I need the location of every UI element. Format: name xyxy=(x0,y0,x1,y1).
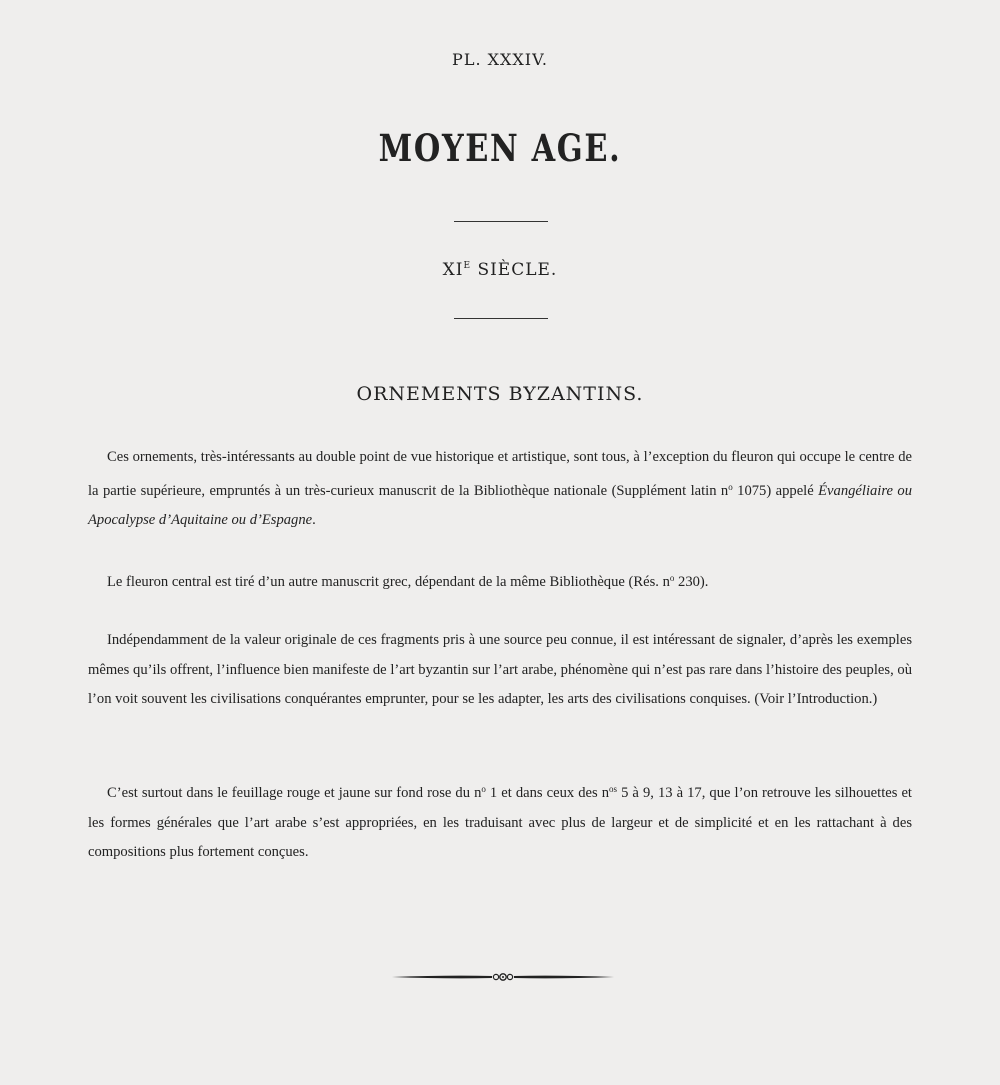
paragraph-2-text-a: Le fleuron central est tiré d’un autre manuscrit grec, dépendant de la même Bibliothèque (Rés. n xyxy=(107,574,670,590)
paragraph-4-text-a: C’est surtout dans le feuillage rouge et jaune sur fond rose du n xyxy=(107,785,482,801)
paragraph-2-sup: o xyxy=(669,573,675,583)
century-label: SIÈCLE. xyxy=(471,260,558,280)
divider-top xyxy=(454,221,548,222)
paragraph-1-text-a: Ces ornements, très-intéressants au double point de vue historique et artistique, sont tous, à l’exception du fleuron qui occupe le centre de la partie supérieure, empruntés à un très-curieux manuscrit de la Bibliothèque nationale (Supplément latin n xyxy=(88,449,912,499)
paragraph-4-text-b: 1 et dans ceux des n xyxy=(485,785,610,801)
paragraph-1-sup: o xyxy=(728,481,733,492)
paragraph-4-sup-b: os xyxy=(609,784,618,794)
page-title: MOYEN AGE. xyxy=(378,126,622,170)
century-heading xyxy=(0,260,1000,280)
paragraph-2 xyxy=(88,564,912,598)
divider-bottom xyxy=(454,318,548,319)
paragraph-4 xyxy=(88,775,912,868)
paragraph-1-text-c: . xyxy=(312,512,316,528)
century-numeral: XI xyxy=(442,260,464,280)
century-superscript: E xyxy=(463,261,472,271)
paragraph-2-text-b: 230). xyxy=(674,574,709,590)
paragraph-4-sup-a: o xyxy=(481,784,486,794)
paragraph-1-text-b: 1075) appelé xyxy=(732,482,819,499)
manuscript-title: Évangéliaire ou Apocalypse d’Aquitaine ou d’Espagne xyxy=(88,482,912,528)
paragraph-3: Indépendamment de la valeur originale de ces fragments pris à une source peu connue, il est intéressant de signaler, d’après les exemples mêmes qu’ils offrent, l’influence bien manifeste de l’art byzantin sur l’art arabe, phénomène qui n’est pas rare dans l’histoire des peuples, où l’on voit souvent les civilisations conquérantes emprunter, pour se les adapter, les arts des civilisations conquises. (Voir l’Introduction.) xyxy=(88,632,912,707)
plate-number: PL. XXXIV. xyxy=(452,50,548,69)
tailpiece-ornament-icon xyxy=(392,966,614,988)
paragraph-1 xyxy=(88,443,912,536)
paragraph-4-text-c: 5 à 9, 13 à 17, que l’on retrouve les silhouettes et les formes générales que l’art arabe s’est appropriées, en les traduisant avec plus de largeur et de simplicité et en les rattachant à des compositions plus fortement conçues. xyxy=(88,785,912,860)
section-title: ORNEMENTS BYZANTINS. xyxy=(356,383,644,405)
